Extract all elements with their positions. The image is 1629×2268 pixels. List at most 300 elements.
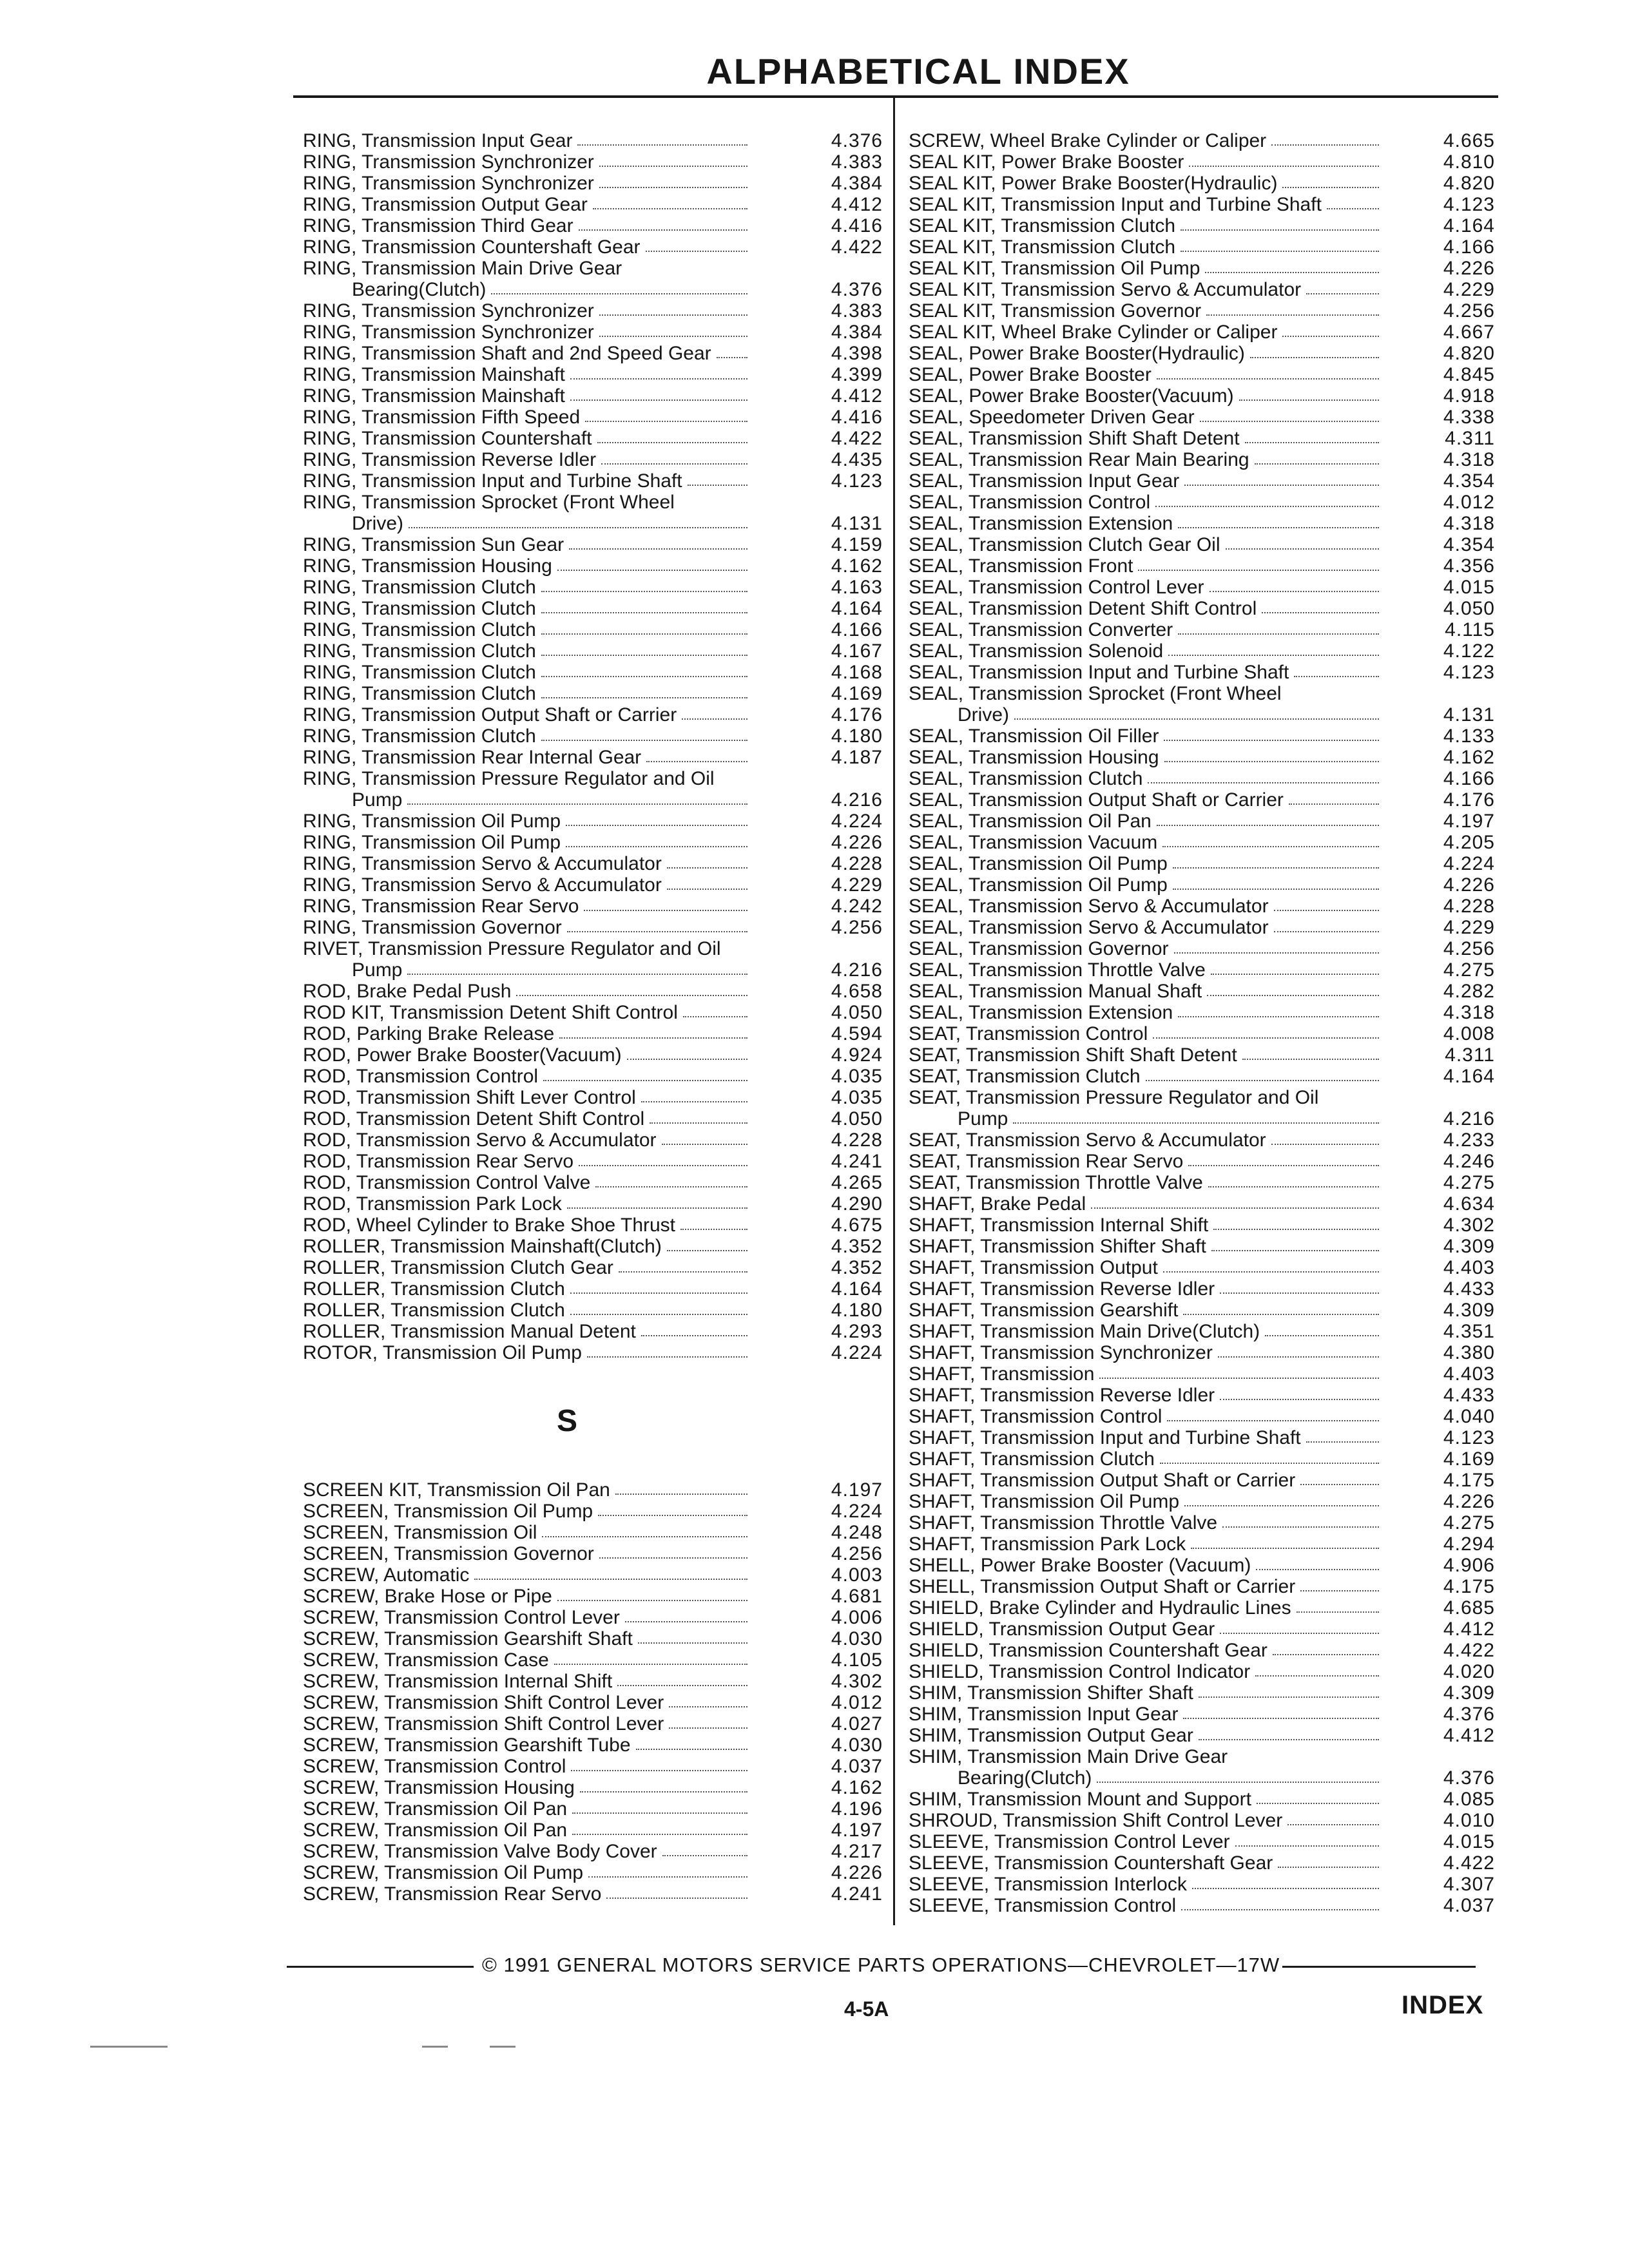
index-entry bbox=[909, 258, 1495, 279]
dot-leader bbox=[570, 1300, 747, 1315]
index-entry bbox=[909, 300, 1495, 322]
dot-leader bbox=[1211, 1236, 1379, 1251]
index-entry bbox=[909, 1491, 1495, 1512]
entry-page-ref: 4.224 bbox=[1443, 853, 1495, 874]
dot-leader bbox=[650, 1108, 747, 1124]
entry-name: SCREEN, Transmission Oil bbox=[303, 1522, 537, 1543]
entry-page-ref: 4.224 bbox=[831, 1342, 883, 1363]
index-entry bbox=[303, 662, 883, 683]
index-entry bbox=[303, 1066, 883, 1087]
index-entry bbox=[909, 236, 1495, 258]
dot-leader bbox=[717, 343, 747, 358]
entry-name: RING, Transmission Sprocket (Front Wheel bbox=[303, 492, 675, 513]
entry-name: ROTOR, Transmission Oil Pump bbox=[303, 1342, 582, 1363]
dot-leader bbox=[1220, 1385, 1379, 1400]
entry-page-ref: 4.416 bbox=[831, 215, 883, 236]
entry-page-ref: 4.241 bbox=[831, 1883, 883, 1905]
entry-page-ref: 4.162 bbox=[831, 1777, 883, 1798]
dot-leader bbox=[636, 1735, 747, 1750]
entry-name: RING, Transmission Servo & Accumulator bbox=[303, 853, 662, 874]
index-entry bbox=[909, 130, 1495, 151]
entry-name: SEAL, Power Brake Booster bbox=[909, 364, 1152, 385]
index-entry bbox=[303, 130, 883, 151]
dot-leader bbox=[1289, 789, 1379, 805]
entry-name: RING, Transmission Housing bbox=[303, 555, 552, 577]
index-entry bbox=[303, 1129, 883, 1151]
entry-page-ref: 4.123 bbox=[831, 470, 883, 492]
index-entry bbox=[909, 1852, 1495, 1874]
entry-name: SCREW, Transmission Oil Pan bbox=[303, 1798, 568, 1820]
dot-leader bbox=[1199, 1682, 1379, 1698]
dot-leader bbox=[1294, 662, 1379, 677]
entry-page-ref: 4.658 bbox=[831, 981, 883, 1002]
entry-name: SHAFT, Transmission Internal Shift bbox=[909, 1215, 1209, 1236]
entry-page-ref: 4.433 bbox=[1443, 1385, 1495, 1406]
entry-name: SEAL, Transmission Oil Pump bbox=[909, 874, 1168, 896]
entry-page-ref: 4.050 bbox=[831, 1108, 883, 1129]
index-entry bbox=[303, 1108, 883, 1129]
index-entry bbox=[303, 385, 883, 407]
right-column bbox=[909, 130, 1495, 1916]
dot-leader bbox=[1174, 938, 1380, 954]
dot-leader bbox=[599, 151, 747, 167]
entry-page-ref: 4.376 bbox=[831, 279, 883, 300]
index-entry bbox=[303, 449, 883, 470]
dot-leader bbox=[409, 513, 747, 528]
entry-name: RING, Transmission Output Gear bbox=[303, 194, 588, 215]
entry-name: SCREW, Automatic bbox=[303, 1564, 470, 1586]
index-entry bbox=[909, 151, 1495, 173]
dot-leader bbox=[1014, 704, 1379, 720]
entry-name: SEAL, Transmission Vacuum bbox=[909, 832, 1158, 853]
dot-leader bbox=[567, 917, 747, 932]
entry-page-ref: 4.123 bbox=[1443, 1427, 1495, 1448]
index-entry bbox=[303, 1087, 883, 1108]
dot-leader bbox=[1206, 300, 1379, 316]
entry-name: ROLLER, Transmission Clutch bbox=[303, 1278, 565, 1300]
entry-name: SEAL, Power Brake Booster(Hydraulic) bbox=[909, 343, 1245, 364]
index-entry bbox=[909, 1661, 1495, 1682]
entry-name: SHAFT, Transmission Reverse Idler bbox=[909, 1278, 1215, 1300]
index-entry bbox=[303, 704, 883, 726]
index-entry bbox=[303, 1586, 883, 1607]
entry-page-ref: 4.384 bbox=[831, 173, 883, 194]
entry-page-ref: 4.015 bbox=[1443, 577, 1495, 598]
entry-name: RING, Transmission Input and Turbine Shaft bbox=[303, 470, 682, 492]
entry-page-ref: 4.012 bbox=[831, 1692, 883, 1713]
entry-name: SEAL KIT, Transmission Oil Pump bbox=[909, 258, 1200, 279]
dot-leader bbox=[619, 1257, 747, 1273]
index-entry bbox=[909, 1576, 1495, 1597]
entry-page-ref: 4.399 bbox=[831, 364, 883, 385]
index-entry bbox=[303, 1841, 883, 1862]
index-entry bbox=[303, 1278, 883, 1300]
index-entry bbox=[303, 407, 883, 428]
dot-leader bbox=[1235, 1831, 1379, 1847]
dot-leader bbox=[577, 130, 747, 146]
entry-page-ref: 4.224 bbox=[831, 1501, 883, 1522]
entry-page-ref: 4.412 bbox=[831, 385, 883, 407]
index-entry bbox=[303, 1649, 883, 1671]
index-entry bbox=[909, 407, 1495, 428]
dot-leader bbox=[1168, 640, 1379, 656]
dot-leader bbox=[1245, 428, 1379, 443]
dot-leader bbox=[641, 1321, 747, 1336]
index-entry bbox=[303, 534, 883, 555]
entry-name: SEAL, Power Brake Booster(Vacuum) bbox=[909, 385, 1234, 407]
entry-name: SHAFT, Transmission Throttle Valve bbox=[909, 1512, 1218, 1533]
dot-leader bbox=[1220, 1619, 1379, 1634]
entry-name: SHROUD, Transmission Shift Control Lever bbox=[909, 1810, 1283, 1831]
entry-page-ref: 4.166 bbox=[1443, 236, 1495, 258]
dot-leader bbox=[1306, 279, 1379, 294]
index-entry bbox=[909, 726, 1495, 747]
entry-page-ref: 4.226 bbox=[1443, 258, 1495, 279]
index-entry bbox=[303, 1607, 883, 1628]
index-entry bbox=[909, 1193, 1495, 1215]
index-entry bbox=[303, 1692, 883, 1713]
entry-page-ref: 4.123 bbox=[1443, 662, 1495, 683]
entry-page-ref: 4.020 bbox=[1443, 1661, 1495, 1682]
index-entry bbox=[303, 236, 883, 258]
index-entry bbox=[303, 917, 883, 938]
index-entry bbox=[303, 1820, 883, 1841]
entry-page-ref: 4.037 bbox=[831, 1756, 883, 1777]
entry-page-ref: 4.290 bbox=[831, 1193, 883, 1215]
dot-leader bbox=[541, 619, 747, 635]
entry-name: RING, Transmission Mainshaft bbox=[303, 385, 565, 407]
dot-leader bbox=[541, 598, 747, 613]
entry-name: RING, Transmission Clutch bbox=[303, 662, 536, 683]
entry-page-ref: 4.634 bbox=[1443, 1193, 1495, 1215]
index-entry bbox=[303, 853, 883, 874]
entry-name: SEAT, Transmission Rear Servo bbox=[909, 1151, 1184, 1172]
entry-page-ref: 4.667 bbox=[1443, 322, 1495, 343]
column-divider bbox=[893, 97, 895, 1925]
entry-name: SEAL, Transmission Oil Pan bbox=[909, 811, 1152, 832]
index-entry bbox=[909, 662, 1495, 683]
index-entry bbox=[303, 1628, 883, 1649]
dot-leader bbox=[1256, 1555, 1379, 1570]
entry-page-ref: 4.164 bbox=[831, 598, 883, 619]
entry-page-ref: 4.233 bbox=[1443, 1129, 1495, 1151]
entry-name: SHIM, Transmission Input Gear bbox=[909, 1704, 1179, 1725]
dot-leader bbox=[1146, 1066, 1379, 1081]
dot-leader bbox=[1157, 364, 1379, 380]
dot-leader bbox=[599, 300, 747, 316]
entry-name: SEAL KIT, Transmission Clutch bbox=[909, 215, 1176, 236]
entry-name: RING, Transmission Sun Gear bbox=[303, 534, 564, 555]
entry-name: SHAFT, Transmission Main Drive(Clutch) bbox=[909, 1321, 1260, 1342]
entry-page-ref: 4.228 bbox=[831, 1129, 883, 1151]
dot-leader bbox=[606, 1883, 747, 1899]
entry-name: RING, Transmission Shaft and 2nd Speed Gear bbox=[303, 343, 711, 364]
index-entry bbox=[909, 811, 1495, 832]
index-entry bbox=[909, 470, 1495, 492]
entry-name: RING, Transmission Reverse Idler bbox=[303, 449, 597, 470]
entry-name: SEAL, Transmission Governor bbox=[909, 938, 1169, 959]
dot-leader bbox=[1208, 1172, 1379, 1187]
entry-page-ref: 4.216 bbox=[831, 789, 883, 811]
entry-name: RING, Transmission Clutch bbox=[303, 726, 536, 747]
entry-name: RING, Transmission Rear Internal Gear bbox=[303, 747, 642, 768]
index-entry bbox=[303, 640, 883, 662]
entry-name: ROD, Brake Pedal Push bbox=[303, 981, 512, 1002]
dot-leader bbox=[474, 1564, 747, 1580]
entry-page-ref: 4.416 bbox=[831, 407, 883, 428]
dot-leader bbox=[1097, 1767, 1379, 1783]
index-entry bbox=[909, 874, 1495, 896]
entry-name: SCREW, Wheel Brake Cylinder or Caliper bbox=[909, 130, 1267, 151]
entry-page-ref: 4.282 bbox=[1443, 981, 1495, 1002]
index-entry bbox=[303, 577, 883, 598]
index-entry bbox=[303, 598, 883, 619]
dot-leader bbox=[1157, 811, 1379, 826]
dot-leader bbox=[682, 704, 747, 720]
index-entry bbox=[303, 1023, 883, 1044]
entry-page-ref: 4.226 bbox=[1443, 1491, 1495, 1512]
entry-page-ref: 4.241 bbox=[831, 1151, 883, 1172]
entry-name: SEAL, Transmission Control bbox=[909, 492, 1151, 513]
entry-page-ref: 4.197 bbox=[1443, 811, 1495, 832]
dot-leader bbox=[1183, 1704, 1379, 1719]
dot-leader bbox=[688, 470, 747, 486]
entry-name: ROD, Parking Brake Release bbox=[303, 1023, 555, 1044]
footer-copyright: © 1991 GENERAL MOTORS SERVICE PARTS OPERATIONS—CHEVROLET—17W bbox=[482, 1954, 1280, 1976]
entry-name: SHAFT, Transmission Control bbox=[909, 1406, 1162, 1427]
dot-leader bbox=[1173, 874, 1379, 890]
entry-page-ref: 4.176 bbox=[831, 704, 883, 726]
entry-name: SEAL, Transmission Servo & Accumulator bbox=[909, 896, 1269, 917]
dot-leader bbox=[1271, 1129, 1379, 1145]
dot-leader bbox=[542, 1522, 747, 1537]
index-entry bbox=[909, 1215, 1495, 1236]
index-entry bbox=[909, 1172, 1495, 1193]
entry-page-ref: 4.164 bbox=[1443, 215, 1495, 236]
entry-name: SHIM, Transmission Shifter Shaft bbox=[909, 1682, 1193, 1704]
dot-leader bbox=[669, 1713, 747, 1729]
entry-page-ref: 4.248 bbox=[831, 1522, 883, 1543]
entry-name: RING, Transmission Clutch bbox=[303, 640, 536, 662]
index-entry bbox=[909, 1597, 1495, 1619]
entry-page-ref: 4.085 bbox=[1443, 1789, 1495, 1810]
entry-name: SHIELD, Transmission Control Indicator bbox=[909, 1661, 1251, 1682]
entry-name: SEAL, Transmission Shift Shaft Detent bbox=[909, 428, 1240, 449]
index-entry bbox=[909, 1427, 1495, 1448]
entry-name: RING, Transmission Main Drive Gear bbox=[303, 258, 622, 279]
dot-leader bbox=[1167, 1406, 1379, 1421]
entry-name: SHAFT, Transmission Synchronizer bbox=[909, 1342, 1213, 1363]
entry-name: SEAL, Transmission Converter bbox=[909, 619, 1173, 640]
entry-name: SEAL, Transmission Rear Main Bearing bbox=[909, 449, 1249, 470]
entry-page-ref: 4.685 bbox=[1443, 1597, 1495, 1619]
dot-leader bbox=[1265, 1321, 1379, 1336]
entry-page-ref: 4.027 bbox=[831, 1713, 883, 1735]
entry-name: SEAL, Transmission Input and Turbine Shaft bbox=[909, 662, 1289, 683]
entry-name: ROD, Transmission Control Valve bbox=[303, 1172, 591, 1193]
entry-page-ref: 4.302 bbox=[1443, 1215, 1495, 1236]
entry-page-ref: 4.422 bbox=[831, 428, 883, 449]
entry-name: SCREW, Transmission Valve Body Cover bbox=[303, 1841, 657, 1862]
entry-name: SEAL, Transmission Extension bbox=[909, 513, 1173, 534]
entry-name: SHIELD, Transmission Output Gear bbox=[909, 1619, 1215, 1640]
index-entry bbox=[909, 215, 1495, 236]
dot-leader bbox=[567, 1193, 747, 1209]
entry-name: SCREW, Transmission Gearshift Tube bbox=[303, 1735, 631, 1756]
entry-page-ref: 4.224 bbox=[831, 811, 883, 832]
entry-page-ref: 4.216 bbox=[1443, 1108, 1495, 1129]
dot-leader bbox=[646, 236, 747, 252]
entry-page-ref: 4.228 bbox=[831, 853, 883, 874]
entry-page-ref: 4.122 bbox=[1443, 640, 1495, 662]
index-entry bbox=[909, 1406, 1495, 1427]
dot-leader bbox=[1013, 1108, 1379, 1124]
entry-page-ref: 4.012 bbox=[1443, 492, 1495, 513]
dot-leader bbox=[491, 279, 747, 294]
entry-page-ref: 4.035 bbox=[831, 1066, 883, 1087]
index-entry bbox=[303, 1501, 883, 1522]
entry-page-ref: 4.008 bbox=[1443, 1023, 1495, 1044]
dot-leader bbox=[641, 1087, 747, 1102]
entry-name: ROLLER, Transmission Clutch bbox=[303, 1300, 565, 1321]
index-entry bbox=[303, 1564, 883, 1586]
index-entry bbox=[909, 1512, 1495, 1533]
dot-leader bbox=[1184, 470, 1379, 486]
index-entry bbox=[303, 300, 883, 322]
index-entry bbox=[303, 747, 883, 768]
dot-leader bbox=[1181, 1895, 1379, 1910]
entry-page-ref: 4.229 bbox=[1443, 917, 1495, 938]
index-entry bbox=[303, 619, 883, 640]
entry-name: SEAL KIT, Power Brake Booster(Hydraulic) bbox=[909, 173, 1278, 194]
index-entry bbox=[909, 1236, 1495, 1257]
dot-leader bbox=[1255, 449, 1379, 465]
dot-leader bbox=[680, 1215, 747, 1230]
entry-name: RING, Transmission Third Gear bbox=[303, 215, 574, 236]
dot-leader bbox=[1183, 1300, 1379, 1315]
entry-page-ref: 4.010 bbox=[1443, 1810, 1495, 1831]
index-entry bbox=[909, 768, 1495, 789]
index-entry bbox=[303, 896, 883, 917]
section-letter: S bbox=[556, 1404, 577, 1438]
entry-name: SHAFT, Transmission Reverse Idler bbox=[909, 1385, 1215, 1406]
entry-page-ref: 4.180 bbox=[831, 1300, 883, 1321]
dot-leader bbox=[1163, 1257, 1379, 1273]
entry-name: SHELL, Power Brake Booster (Vacuum) bbox=[909, 1555, 1251, 1576]
dot-leader bbox=[601, 449, 747, 465]
entry-name: SEAL, Transmission Throttle Valve bbox=[909, 959, 1206, 981]
dot-leader bbox=[1296, 1597, 1379, 1613]
index-entry bbox=[909, 1385, 1495, 1406]
entry-name: SEAL, Transmission Solenoid bbox=[909, 640, 1164, 662]
index-entry bbox=[909, 1448, 1495, 1470]
entry-page-ref: 4.040 bbox=[1443, 1406, 1495, 1427]
index-entry bbox=[303, 343, 883, 364]
entry-page-ref: 4.197 bbox=[831, 1820, 883, 1841]
entry-page-ref: 4.309 bbox=[1443, 1236, 1495, 1257]
dot-leader bbox=[1164, 726, 1379, 741]
entry-name: SEAL, Transmission Detent Shift Control bbox=[909, 598, 1257, 619]
entry-name: SLEEVE, Transmission Countershaft Gear bbox=[909, 1852, 1273, 1874]
index-entry bbox=[303, 832, 883, 853]
index-entry bbox=[909, 385, 1495, 407]
entry-name: ROD, Wheel Cylinder to Brake Shoe Thrust bbox=[303, 1215, 676, 1236]
dot-leader bbox=[1155, 492, 1379, 507]
dot-leader bbox=[1282, 322, 1379, 337]
entry-page-ref: 4.226 bbox=[831, 1862, 883, 1883]
index-entry bbox=[303, 874, 883, 896]
dot-leader bbox=[1188, 1151, 1379, 1166]
entry-name: SEAL, Transmission Oil Pump bbox=[909, 853, 1168, 874]
index-entry bbox=[909, 1555, 1495, 1576]
entry-page-ref: 4.003 bbox=[831, 1564, 883, 1586]
entry-page-ref: 4.169 bbox=[831, 683, 883, 704]
dot-leader bbox=[1148, 768, 1379, 783]
entry-page-ref: 4.228 bbox=[1443, 896, 1495, 917]
index-entry bbox=[303, 151, 883, 173]
entry-page-ref: 4.242 bbox=[831, 896, 883, 917]
index-entry bbox=[303, 981, 883, 1002]
dot-leader bbox=[541, 640, 747, 656]
entry-page-ref: 4.412 bbox=[1443, 1725, 1495, 1746]
entry-name: SCREW, Transmission Shift Control Lever bbox=[303, 1713, 664, 1735]
dot-leader bbox=[683, 1002, 747, 1017]
entry-name: RING, Transmission Servo & Accumulator bbox=[303, 874, 662, 896]
dot-leader bbox=[1181, 215, 1379, 231]
dot-leader bbox=[1300, 1470, 1379, 1485]
dot-leader bbox=[627, 1044, 747, 1060]
entry-name: RING, Transmission Pressure Regulator and Oil bbox=[303, 768, 715, 789]
page-title: ALPHABETICAL INDEX bbox=[706, 51, 1130, 91]
left-entry-list-s bbox=[303, 1479, 883, 1905]
index-entry bbox=[909, 832, 1495, 853]
index-entry bbox=[303, 726, 883, 747]
dot-leader bbox=[570, 364, 747, 380]
entry-name: ROLLER, Transmission Mainshaft(Clutch) bbox=[303, 1236, 662, 1257]
entry-page-ref: 4.398 bbox=[831, 343, 883, 364]
dot-leader bbox=[1191, 1533, 1379, 1549]
entry-page-ref: 4.820 bbox=[1443, 173, 1495, 194]
dot-leader bbox=[1211, 959, 1379, 975]
entry-page-ref: 4.123 bbox=[1443, 194, 1495, 215]
entry-page-ref: 4.197 bbox=[831, 1479, 883, 1501]
dot-leader bbox=[407, 789, 747, 805]
entry-name: SEAL, Transmission Clutch bbox=[909, 768, 1143, 789]
entry-name: RING, Transmission Oil Pump bbox=[303, 832, 561, 853]
entry-continuation: Bearing(Clutch) bbox=[958, 1767, 1092, 1789]
index-entry bbox=[303, 1236, 883, 1257]
dot-leader bbox=[1192, 1874, 1379, 1889]
entry-page-ref: 4.681 bbox=[831, 1586, 883, 1607]
index-entry bbox=[303, 1522, 883, 1543]
entry-name: SEAT, Transmission Shift Shaft Detent bbox=[909, 1044, 1237, 1066]
page-number: 4-5A bbox=[844, 1997, 889, 2021]
dot-leader bbox=[585, 407, 747, 422]
entry-name: SEAT, Transmission Throttle Valve bbox=[909, 1172, 1203, 1193]
entry-page-ref: 4.376 bbox=[1443, 1704, 1495, 1725]
index-entry bbox=[909, 853, 1495, 874]
entry-name: SEAL, Transmission Servo & Accumulator bbox=[909, 917, 1269, 938]
entry-page-ref: 4.226 bbox=[1443, 874, 1495, 896]
entry-page-ref: 4.906 bbox=[1443, 1555, 1495, 1576]
footer-rule-left bbox=[287, 1966, 474, 1968]
index-entry bbox=[303, 1713, 883, 1735]
dot-leader bbox=[1274, 896, 1379, 911]
entry-continuation: Drive) bbox=[958, 704, 1009, 726]
entry-name: SHAFT, Transmission Output Shaft or Carrier bbox=[909, 1470, 1296, 1491]
entry-name: RING, Transmission Synchronizer bbox=[303, 151, 594, 173]
dot-leader bbox=[588, 1862, 747, 1878]
